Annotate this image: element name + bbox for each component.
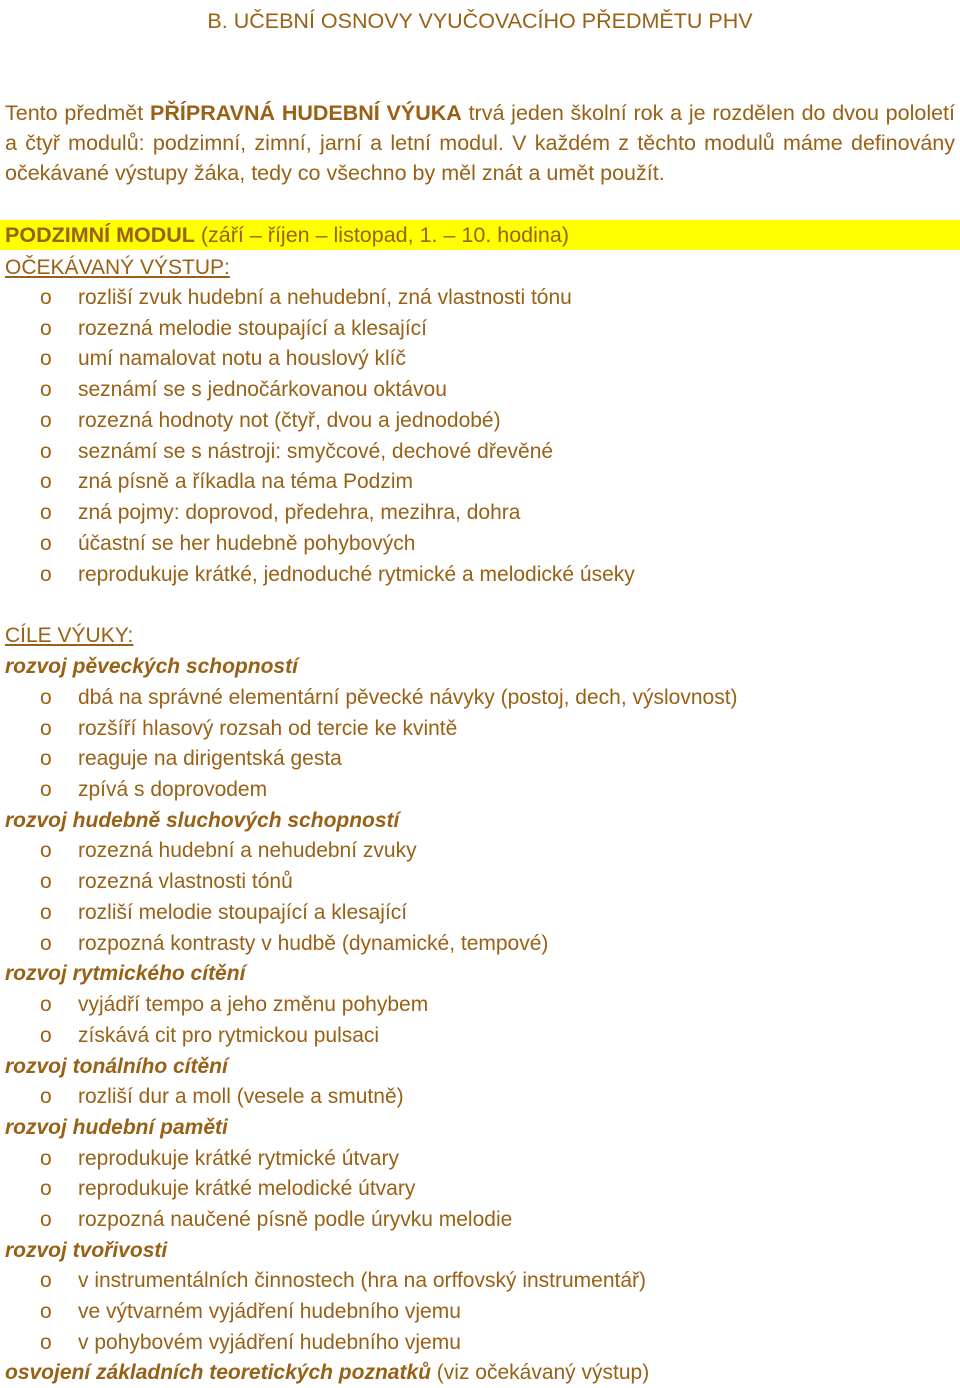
bullet-mark: o [40, 932, 52, 955]
list-item-text: rozpozná naučené písně podle úryvku melodie [78, 1208, 513, 1231]
list-item [40, 1081, 404, 1112]
category-heading: rozvoj rytmického cítění [5, 962, 246, 985]
intro-paragraph [5, 98, 955, 188]
list-item-text: seznámí se s jednočárkovanou oktávou [78, 378, 447, 401]
footer-note: (viz očekávaný výstup) [430, 1361, 650, 1384]
subject-name: PŘÍPRAVNÁ HUDEBNÍ VÝUKA [150, 101, 462, 125]
bullet-mark: o [40, 1177, 52, 1200]
category-heading: rozvoj tvořivosti [5, 1239, 168, 1262]
bullet-mark: o [40, 993, 52, 1016]
list-item-text: rozliší zvuk hudební a nehudební, zná vlastnosti tónu [78, 286, 572, 309]
list-item [40, 1173, 415, 1204]
list-item [40, 1265, 646, 1296]
list-item [40, 559, 635, 590]
list-item-text: ve výtvarném vyjádření hudebního vjemu [78, 1300, 461, 1323]
list-item [40, 405, 501, 436]
list-item-text: zpívá s doprovodem [78, 778, 268, 801]
module-heading [5, 221, 569, 249]
bullet-mark: o [40, 839, 52, 862]
bullet-mark: o [40, 440, 52, 463]
bullet-mark: o [40, 409, 52, 432]
bullet-mark: o [40, 1269, 52, 1292]
bullet-mark: o [40, 778, 52, 801]
list-item [40, 774, 267, 805]
list-item-text: v pohybovém vyjádření hudebního vjemu [78, 1331, 461, 1354]
list-item-text: seznámí se s nástroji: smyčcové, dechové dřevěné [78, 440, 554, 463]
module-name: PODZIMNÍ MODUL [5, 223, 195, 247]
bullet-mark: o [40, 532, 52, 555]
list-item [40, 497, 520, 528]
list-item-text: rozezná melodie stoupající a klesající [78, 317, 428, 340]
list-item-text: účastní se her hudebně pohybových [78, 532, 416, 555]
category-heading: rozvoj hudebně sluchových schopností [5, 809, 400, 832]
bullet-mark: o [40, 501, 52, 524]
bullet-mark: o [40, 1300, 52, 1323]
category-heading: rozvoj tonálního cítění [5, 1055, 228, 1078]
list-item-text: rozezná hudební a nehudební zvuky [78, 839, 417, 862]
list-item [40, 835, 417, 866]
bullet-mark: o [40, 901, 52, 924]
list-item [40, 436, 553, 467]
bullet-mark: o [40, 1208, 52, 1231]
intro-prefix: Tento předmět [5, 101, 151, 125]
bullet-mark: o [40, 1024, 52, 1047]
list-item [40, 866, 293, 897]
list-item [40, 528, 415, 559]
list-item-text: dbá na správné elementární pěvecké návyky (postoj, dech, výslovnost) [78, 686, 738, 709]
list-item [40, 743, 342, 774]
module-detail: (září – říjen – listopad, 1. – 10. hodina) [194, 223, 569, 247]
list-item-text: rozezná vlastnosti tónů [78, 870, 293, 893]
bullet-mark: o [40, 1147, 52, 1170]
list-item-text: rozliší dur a moll (vesele a smutně) [78, 1085, 404, 1108]
list-item [40, 682, 738, 713]
list-item-text: umí namalovat notu a houslový klíč [78, 347, 407, 370]
list-item [40, 466, 413, 497]
list-item [40, 1296, 461, 1327]
list-item-text: zná písně a říkadla na téma Podzim [78, 470, 414, 493]
bullet-mark: o [40, 563, 52, 586]
list-item-text: rozezná hodnoty not (čtyř, dvou a jednodobé) [78, 409, 501, 432]
list-item [40, 282, 572, 313]
list-item-text: rozpozná kontrasty v hudbě (dynamické, tempové) [78, 932, 549, 955]
bullet-mark: o [40, 1331, 52, 1354]
list-item [40, 1143, 399, 1174]
bullet-mark: o [40, 347, 52, 370]
list-item [40, 1204, 512, 1235]
list-item [40, 1020, 379, 1051]
list-item [40, 989, 428, 1020]
list-item-text: vyjádří tempo a jeho změnu pohybem [78, 993, 429, 1016]
list-item [40, 897, 407, 928]
category-heading: rozvoj pěveckých schopností [5, 655, 298, 678]
goals-heading: CÍLE VÝUKY: [5, 624, 134, 647]
intro-suffix: trvá jeden školní rok a je rozdělen do dvou pololetí a čtyř modulů: podzimní, zimní, jarní a letní modul. V každém z těchto modulů máme definovány očekávané výstupy žáka, tedy co všechno by měl znát a umět použít. [5, 101, 955, 185]
list-item-text: reprodukuje krátké rytmické útvary [78, 1147, 399, 1170]
list-item-text: rozliší melodie stoupající a klesající [78, 901, 408, 924]
list-item [40, 1327, 461, 1358]
list-item [40, 374, 447, 405]
list-item-text: reprodukuje krátké, jednoduché rytmické a melodické úseky [78, 563, 635, 586]
list-item [40, 343, 406, 374]
list-item-text: reprodukuje krátké melodické útvary [78, 1177, 416, 1200]
list-item [40, 313, 427, 344]
bullet-mark: o [40, 686, 52, 709]
footer-category: osvojení základních teoretických poznatků [5, 1361, 431, 1384]
bullet-mark: o [40, 286, 52, 309]
list-item-text: rozšíří hlasový rozsah od tercie ke kvintě [78, 717, 458, 740]
list-item [40, 928, 548, 959]
list-item [40, 713, 457, 744]
bullet-mark: o [40, 378, 52, 401]
bullet-mark: o [40, 717, 52, 740]
page-title: B. UČEBNÍ OSNOVY VYUČOVACÍHO PŘEDMĚTU PHV [207, 9, 753, 33]
bullet-mark: o [40, 1085, 52, 1108]
bullet-mark: o [40, 470, 52, 493]
list-item-text: zná pojmy: doprovod, předehra, mezihra, dohra [78, 501, 521, 524]
footer-line [5, 1357, 649, 1388]
list-item-text: reaguje na dirigentská gesta [78, 747, 342, 770]
bullet-mark: o [40, 870, 52, 893]
outcomes-heading: OČEKÁVANÝ VÝSTUP: [5, 256, 230, 279]
bullet-mark: o [40, 747, 52, 770]
category-heading: rozvoj hudební paměti [5, 1116, 228, 1139]
bullet-mark: o [40, 317, 52, 340]
list-item-text: v instrumentálních činnostech (hra na orffovský instrumentář) [78, 1269, 647, 1292]
list-item-text: získává cit pro rytmickou pulsaci [78, 1024, 380, 1047]
